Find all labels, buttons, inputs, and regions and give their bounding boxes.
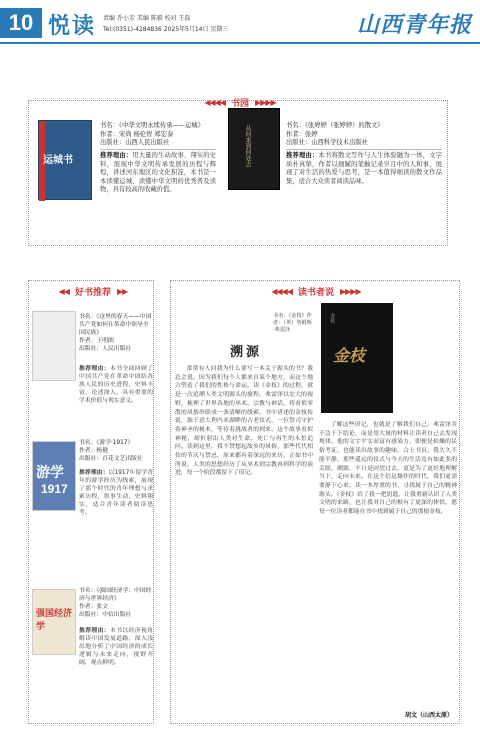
- left-book-3-rec-label: 推荐理由：: [79, 628, 110, 634]
- book-a-cover: [38, 120, 92, 200]
- book-b-recommendation: [286, 152, 442, 186]
- left-book-2-cover: [32, 441, 76, 511]
- article-title: 溯源: [229, 345, 262, 360]
- book-b-meta: [286, 122, 442, 148]
- banner-arrows-icon: ▶▶: [117, 286, 128, 296]
- book-b-title: 书名：《张婷婷（张婷婷）的散文》: [286, 122, 384, 129]
- article-cover-sub: 金枝: [329, 313, 335, 323]
- article-col-2: 了解这些印记，也就是了解我们自己。弗雷泽并不急于下结论，而是用大量的材料让读者自己去发现规律。他的文字平实而富有感染力，即便是枯燥的民俗考证，也能读出故事的趣味。合上书页，我久久不能平静，那些遥远的仪式与今天的生活竟有如此多的关联。溯源，不只是回望过去，更是为了更好地理解当下、走向未来。在这个信息爆炸的时代，我们更需要静下心来，读一本厚重的书，寻找属于自己的精神源头。《金枝》给了我一把钥匙，让我重新认识了人类文明的来路，也让我对自己的根有了更深的体悟。愿每一位读者都能在书中找到属于自己的那根金枝。: [319, 422, 457, 516]
- book-a-meta: [100, 122, 216, 148]
- left-book-1-title: 书名：《这里的春天——中国共产党如何在革命中领导全国民族》: [79, 314, 152, 336]
- newspaper-masthead: 山西青年报: [356, 12, 472, 38]
- left-book-3-title: 书名：《强国经济学：中国经济与世界经济》: [79, 588, 152, 602]
- book-b-rec-label: 推荐理由：: [286, 152, 319, 159]
- section-title: 悦读: [48, 14, 97, 39]
- book-b-cover: [228, 108, 280, 190]
- top-books-section: [28, 97, 448, 246]
- right-banner-title: 读书者说: [297, 287, 334, 298]
- left-book-3-meta: [79, 587, 153, 619]
- top-banner-title: 书园: [230, 98, 249, 109]
- book-b-cover-title: 从何来到何处去: [244, 125, 251, 167]
- article-col-1: 常常有人问我为什么要写一本关于源头的书？我总会说，因为我们每个人都来自某个地方，而这个地方塑造了我们的性格与命运。读《金枝》的过程，就是一次追溯人类文明源头的旅程。弗雷泽以宏大的视野，梳理了世界各地的巫术、宗教与神话，将看似零散的风俗串联成一条清晰的线索。书中讲述的金枝传说，源于意大利内米湖畔的古老仪式，一位祭司守护着神圣的树木，等待着挑战者的到来。这个故事看似神秘，却折射出人类对生命、死亡与再生的永恒追问。读到这里，我不禁想起故乡的风俗，那些代代相传的节庆与禁忌，原来都有着深远的来历。正如书中所说，人类的思想经历了从巫术到宗教再到科学的演进，每一个阶段都留下了印记。: [175, 366, 313, 477]
- recommend-column: [28, 280, 154, 724]
- left-book-2-recommendation: [79, 469, 153, 517]
- book-a-recommendation: [100, 152, 216, 195]
- editors-line: 责编 乔小芳 美编 陈毅 校对 王磊: [103, 15, 191, 22]
- article-column: [170, 280, 460, 724]
- page-number: 10: [0, 8, 42, 38]
- left-book-3-rec-text: 本书以经济视角解读中国发展道路，深入浅出地分析了中国经济的成长逻辑与未来走向，视野开阔，观点鲜明。: [79, 628, 153, 666]
- left-book-2-cover-year: 1917: [41, 482, 68, 496]
- left-banner-title: 好书推荐: [74, 287, 111, 298]
- article-book-cover: [321, 303, 393, 413]
- banner-arrows-icon: ◀◀: [58, 286, 69, 296]
- tel-date-line: Tel:(0351)-4284836 2025年5月14日 星期三: [103, 26, 229, 33]
- left-book-3-cover: [32, 589, 76, 655]
- book-a-title: 书名：《中华文明永续传承——运城》: [100, 122, 204, 129]
- article-byline: 胡文（山西太原）: [404, 712, 453, 719]
- book-a-cover-title: 运城书: [43, 155, 73, 166]
- left-book-1-author: 作者：王明朗: [79, 338, 114, 344]
- article-cover-title: 金枝: [333, 346, 366, 365]
- book-b-publisher: 出版社：山西科学技术出版社: [286, 139, 368, 147]
- banner-arrows-icon: ◀◀◀◀: [204, 97, 225, 107]
- left-book-2-cover-title: 游学: [36, 465, 64, 481]
- page-header: [0, 0, 480, 44]
- book-b-divider: [286, 149, 442, 150]
- left-book-3-recommendation: [79, 627, 153, 667]
- left-book-1-publisher: 出版社：人民出版社: [79, 346, 132, 352]
- book-b-author: 作者：张婷: [286, 130, 318, 138]
- left-book-2-meta: [79, 439, 153, 463]
- book-a-rec-label: 推荐理由：: [100, 152, 133, 159]
- book-a-rec-text: 用大量的生动故事、翔实的史料，展现中华文明传承发展的历程与辉煌，讲述河东地区的文化积淀，本书是一本读懂运城、读懂中华文明的优秀普及读物，具有较高的收藏价值。: [100, 152, 216, 194]
- banner-arrows-icon: ▶▶▶▶: [340, 286, 361, 296]
- left-book-2-rec-label: 推荐理由：: [79, 470, 109, 476]
- book-b-rec-text: 本书将散文写作与人生体验融为一体，文字质朴真挚，作者以细腻的笔触记录岁月中的人和事，展现了对生活的热爱与思考，是一本值得细读的散文作品集，适合大众读者阅读品味。: [286, 152, 443, 185]
- left-book-1-rec-text: 本书全面回顾了中国共产党在革命中团结各族人民的历史进程，史料丰富，论述深入，具有重要的学术价值与现实意义。: [79, 366, 153, 404]
- left-book-1-meta: [79, 313, 153, 353]
- left-book-2-rec-text: 以1917年留学青年的游学经历为线索，展现了那个时代的青年理想与求索历程，叙事生动，史料翔实，适合青年读者阅读思考。: [79, 470, 153, 516]
- left-book-3-publisher: 出版社：中信出版社: [79, 612, 132, 618]
- left-book-1-cover: [32, 311, 76, 381]
- left-book-1-recommendation: [79, 365, 153, 405]
- left-book-2-title: 书名：《游学·1917》: [79, 440, 134, 446]
- article-book-intro: 书名：《金枝》作者：（英）詹姆斯·弗雷泽: [273, 313, 312, 333]
- left-book-3-author: 作者：张文: [79, 604, 108, 610]
- left-book-2-publisher: 出版社：百花文艺出版社: [79, 456, 143, 462]
- banner-arrows-icon: ◀◀◀◀: [271, 286, 292, 296]
- left-book-1-rec-label: 推荐理由：: [79, 366, 110, 372]
- left-book-3-cover-title: 强国经济学: [36, 609, 73, 632]
- book-a-author: 作者：宋尚 杨伦智 郑宏泰: [100, 130, 174, 138]
- book-a-divider: [100, 149, 216, 150]
- left-book-2-author: 作者：杨健: [79, 448, 108, 454]
- banner-arrows-icon: ▶▶▶▶: [255, 97, 276, 107]
- book-a-publisher: 出版社：山西人民出版社: [100, 139, 170, 147]
